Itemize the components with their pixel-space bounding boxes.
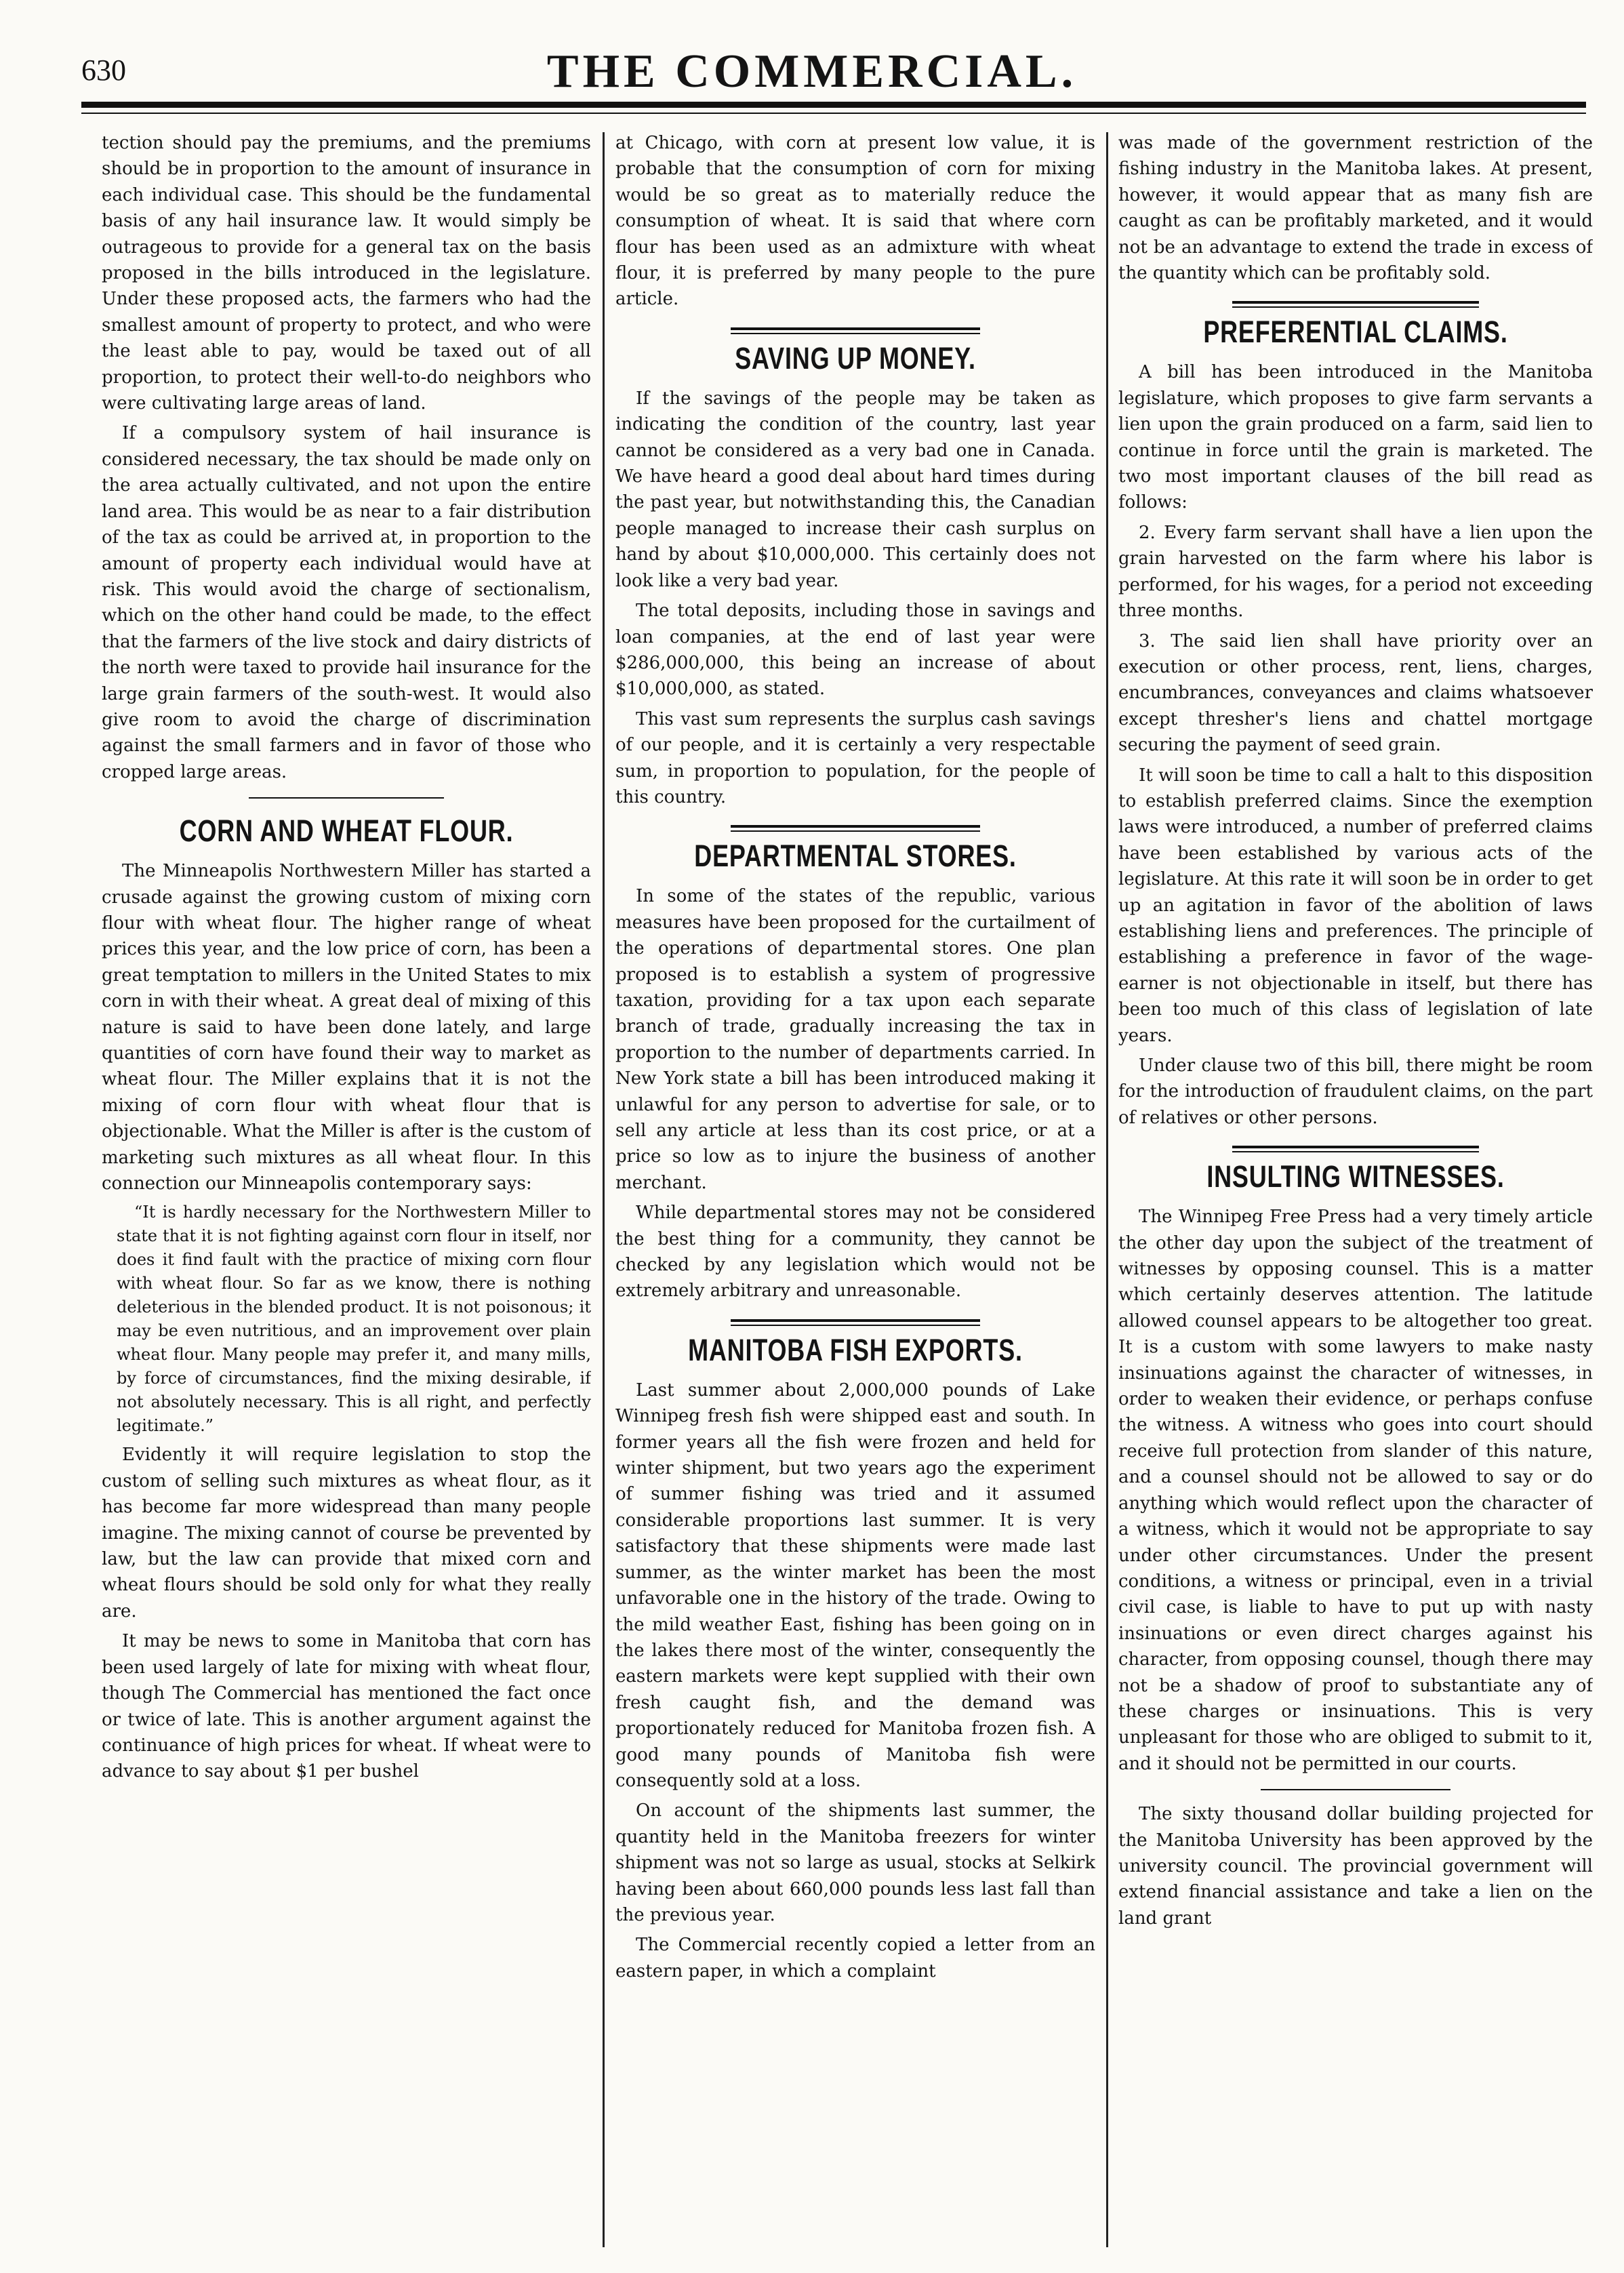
article-title: PREFERENTIAL CLAIMS.	[1203, 315, 1508, 350]
masthead-rule-thick	[81, 102, 1586, 108]
paragraph: A bill has been introduced in the Manitoba legislature, which proposes to give farm servants a lien upon the grain produced on a farm, said lien to continue in force until the grain is marketed. The two most important clauses of the bill read as follows:	[1118, 362, 1593, 513]
paragraph: Last summer about 2,000,000 pounds of Lake Winnipeg fresh fish were shipped east and south. In former years all the fish were frozen and held for winter shipment, but two years ago the experiment of summer fishing was tried and it assumed considerable proportions last summer. It is very satisfactory that these shipments were made last summer, as the winter market has been the most unfavorable one in the history of the trade. Owing to the mild weather East, fishing has been going on in the lakes there most of the winter, consequently the eastern markets were kept supplied with their own fresh caught fish, and the demand was proportionately reduced for Manitoba frozen fish. A good many pounds of Manitoba fish were consequently sold at a loss.	[615, 1380, 1095, 1791]
paragraph: 2. Every farm servant shall have a lien upon the grain harvested on the farm where his labor is performed, for his wages, for a period not exceeding three months.	[1118, 522, 1593, 622]
newspaper-title: THE COMMERCIAL.	[546, 45, 1078, 98]
column-divider	[1106, 132, 1108, 2247]
paragraph: The Commercial recently copied a letter from an eastern paper, in which a complaint	[615, 1935, 1095, 1982]
article-heading-manitoba-fish-exports	[615, 1319, 1095, 1368]
page-number: 630	[81, 54, 126, 87]
paragraph: It may be news to some in Manitoba that corn has been used largely of late for mixing with wheat flour, though The Commercial has mentioned the fact once or twice of late. This is another argument against the continuance of high prices for wheat. If wheat were to advance to say about $1 per bushel	[102, 1631, 591, 1782]
paragraph: tection should pay the premiums, and the premiums should be in proportion to the amount of insurance in each individual case. This should be the fundamental basis of any hail insurance law. It would simply be outrageous to provide for a general tax on the basis proposed in the bills introduced in the legislature. Under these proposed acts, the farmers who had the smallest amount of property to protect, and who were the least able to pay, would be taxed out of all proportion, to protect their well-to-do neighbors who were cultivating large areas of land.	[102, 133, 591, 414]
heading-rule	[731, 825, 980, 828]
paragraph: If the savings of the people may be taken as indicating the condition of the country, last year cannot be considered as a very bad one in Canada. We have heard a good deal about hard times during the past year, but notwithstanding this, the Canadian people managed to increase their cash surplus on hand by about $10,000,000. This certainly does not look like a very bad year.	[615, 388, 1095, 591]
article-title: INSULTING WITNESSES.	[1206, 1159, 1505, 1194]
article-title: DEPARTMENTAL STORES.	[694, 839, 1017, 874]
paragraph: The Winnipeg Free Press had a very timely article the other day upon the subject of the treatment of witnesses by opposing counsel. This is a matter which certainly deserves attention. The latitude allowed counsel appears to be altogether too great. It is a custom with some lawyers to make nasty insinuations against the character of witnesses, in order to weaken their evidence, or perhaps confuse the witness. A witness who goes into court should receive full protection from slander of this nature, and a counsel should not be allowed to say or do anything which would reflect upon the character of a witness, which it would not be appropriate to say under other circumstances. Under the present conditions, a witness or principal, even in a trivial civil case, is liable to have to put up with nasty insinuations or even direct charges against his character, from opposing counsel, though there may not be a shadow of proof to substantiate any of these charges or insinuations. This is very unpleasant for those who are obliged to submit to it, and it should not be permitted in our courts.	[1118, 1207, 1593, 1774]
column-divider	[603, 132, 605, 2247]
article-heading-preferential-claims	[1118, 301, 1593, 350]
masthead	[0, 20, 1624, 115]
paragraph: If a compulsory system of hail insurance is considered necessary, the tax should be made only on the area actually cultivated, and not upon the entire land area. This would be as near to a fair distribution of the tax as could be arrived at, in proportion to the amount of property each individual would have at risk. This would avoid the charge of sectionalism, which on the other hand could be made, to the effect that the farmers of the live stock and dairy districts of the north were taxed to provide hail insurance for the large grain farmers of the south-west. It would also give room to avoid the charge of discrimination against the small farmers and in favor of those who cropped large areas.	[102, 423, 591, 782]
article-title: MANITOBA FISH EXPORTS.	[688, 1332, 1023, 1367]
article-heading-insulting-witnesses	[1118, 1146, 1593, 1194]
paragraph: at Chicago, with corn at present low value, it is probable that the consumption of corn for mixing would be so great as to materially reduce the consumption of wheat. It is said that where corn flour has been used as an admixture with wheat flour, it is preferred by many people to the pure article.	[615, 133, 1095, 310]
column-1	[102, 130, 591, 2252]
column-2	[615, 130, 1095, 2252]
article-heading-saving-up-money	[615, 327, 1095, 376]
column-3	[1118, 130, 1593, 2252]
paragraph: In some of the states of the republic, various measures have been proposed for the curtailment of the operations of departmental stores. One plan proposed is to establish a system of progressive taxation, providing for a tax upon each separate branch of trade, gradually increasing the tax in proportion to the number of departments carried. In New York state a bill has been introduced making it unlawful for any person to advertise for sale, or to sell any article at less than its cost price, or at a price so low as to injure the business of another merchant.	[615, 886, 1095, 1193]
article-heading-corn-wheat-flour	[102, 813, 591, 849]
paragraph: Under clause two of this bill, there might be room for the introduction of fraudulent claims, on the part of relatives or other persons.	[1118, 1055, 1593, 1128]
paragraph: The total deposits, including those in savings and loan companies, at the end of last year were $286,000,000, this being an increase of about $10,000,000, as stated.	[615, 601, 1095, 700]
heading-rule	[731, 1319, 980, 1322]
heading-rule	[731, 1325, 980, 1326]
heading-rule	[731, 333, 980, 334]
heading-rule	[1232, 1151, 1479, 1152]
section-separator	[1261, 1789, 1450, 1790]
article-title: SAVING UP MONEY.	[735, 340, 976, 376]
paragraph: was made of the government restriction of the fishing industry in the Manitoba lakes. At present, however, it would appear that as many fish are caught as can be profitably marketed, and it would not be an advantage to extend the trade in excess of the quantity which can be profitably sold.	[1118, 133, 1593, 284]
heading-rule	[731, 327, 980, 330]
section-separator	[249, 797, 445, 799]
paragraph: It will soon be time to call a halt to this disposition to establish preferred claims. Since the exemption laws were introduced, a number of preferred claims have been established by various acts of the legislature. At this rate it will soon be in order to get up an agitation in favor of the abolition of laws establishing liens and preferences. The principle of establishing a preference in favor of the wage-earner is not objectionable in itself, but there has been too much of this class of legislation of late years.	[1118, 765, 1593, 1046]
article-title: CORN AND WHEAT FLOUR.	[179, 813, 514, 849]
heading-rule	[1232, 1146, 1479, 1148]
article-heading-departmental-stores	[615, 825, 1095, 874]
block-quote: “It is hardly necessary for the Northwestern Miller to state that it is not fighting against corn flour in itself, nor does it find fault with the practice of mixing corn flour with wheat flour. So far as we know, there is nothing deleterious in the blended product. It is not poisonous; it may be even nutritious, and an improvement over plain wheat flour. Many people may prefer it, and many mills, by force of circumstances, find the mixing desirable, if not absolutely necessary. This is all right, and perfectly legitimate.”	[117, 1203, 591, 1436]
masthead-rule-thin	[81, 113, 1586, 114]
heading-rule	[1232, 301, 1479, 304]
paragraph: On account of the shipments last summer, the quantity held in the Manitoba freezers for winter shipment was not so large as usual, stocks at Selkirk having been about 660,000 pounds less last fall than the previous year.	[615, 1801, 1095, 1925]
paragraph: While departmental stores may not be considered the best thing for a community, they cannot be checked by any legislation which would not be extremely arbitrary and unreasonable.	[615, 1203, 1095, 1302]
heading-rule	[731, 830, 980, 832]
paragraph: 3. The said lien shall have priority over an execution or other process, rent, liens, charges, encumbrances, conveyances and claims whatsoever except thresher's liens and chattel mortgage securing the payment of seed grain.	[1118, 630, 1593, 756]
paragraph: The Minneapolis Northwestern Miller has started a crusade against the growing custom of mixing corn flour with wheat flour. The higher range of wheat prices this year, and the low price of corn, has been a great temptation to millers in the United States to mix corn in with their wheat. A great deal of mixing of this nature is said to have been done lately, and large quantities of corn have found their way to market as wheat flour. The Miller explains that it is not the mixing of corn flour with wheat flour that is objectionable. What the Miller is after is the custom of marketing such mixtures as all wheat flour. In this connection our Minneapolis contemporary says:	[102, 861, 591, 1194]
paragraph: The sixty thousand dollar building projected for the Manitoba University has been approved by the university council. The provincial government will extend financial assistance and take a lien on the land grant	[1118, 1804, 1593, 1929]
paragraph: Evidently it will require legislation to stop the custom of selling such mixtures as wheat flour, as it has become far more widespread than many people imagine. The mixing cannot of course be prevented by law, but the law can provide that mixed corn and wheat flours should be sold only for what they really are.	[102, 1445, 591, 1622]
heading-rule	[1232, 306, 1479, 308]
paragraph: This vast sum represents the surplus cash savings of our people, and it is certainly a very respectable sum, in proportion to population, for the people of this country.	[615, 708, 1095, 807]
